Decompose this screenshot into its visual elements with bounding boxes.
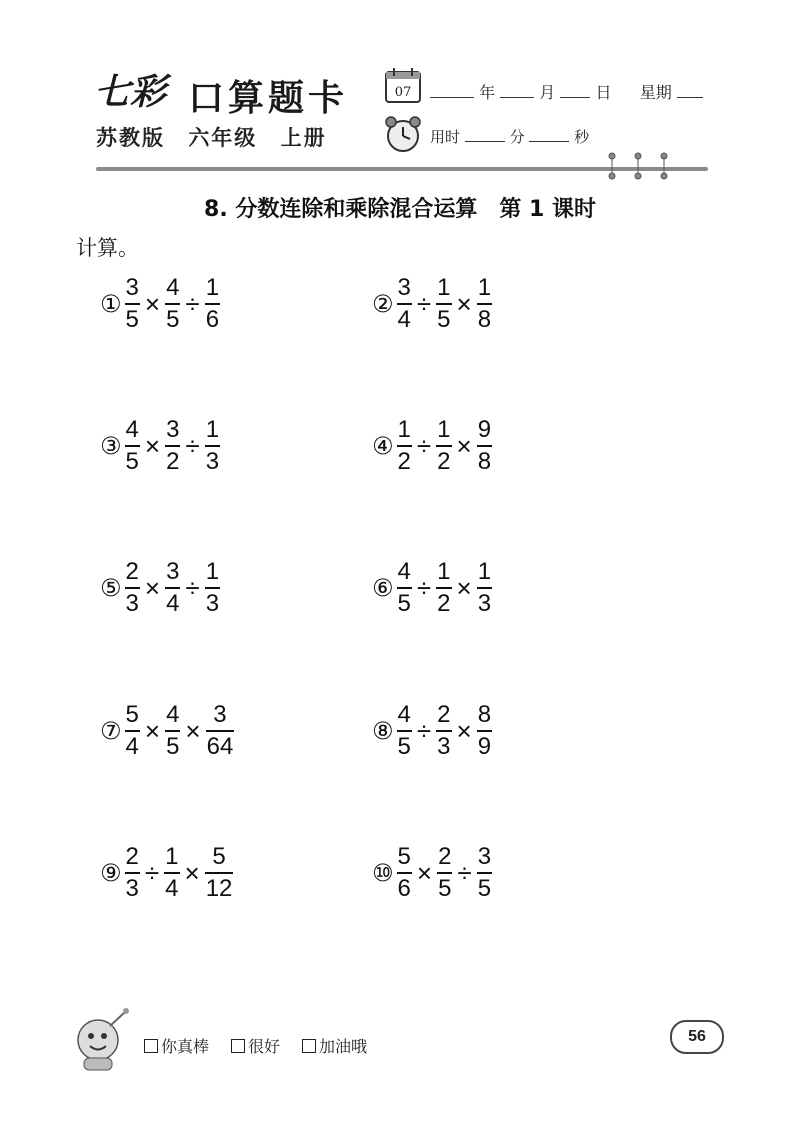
- numerator: 4: [397, 558, 411, 585]
- operator: ×: [144, 715, 161, 746]
- fraction: [397, 703, 412, 759]
- fraction: [165, 560, 180, 616]
- fraction-bar: [165, 730, 180, 732]
- denominator: 5: [397, 590, 411, 617]
- fraction-bar: [477, 730, 492, 732]
- fraction-bar: [477, 445, 492, 447]
- fraction: [205, 276, 220, 332]
- numerator: 3: [477, 843, 492, 870]
- edition-info: [96, 122, 341, 152]
- problem-number: ⑧: [372, 717, 394, 745]
- operator: ÷: [416, 572, 432, 603]
- fraction: [165, 703, 180, 759]
- numerator: 1: [205, 416, 220, 443]
- page-number: 56: [670, 1020, 724, 1054]
- denominator: 5: [125, 306, 139, 333]
- denominator: 9: [477, 733, 492, 760]
- checkbox-icon: [302, 1039, 316, 1053]
- fraction-bar: [477, 587, 492, 589]
- operator: ÷: [416, 715, 432, 746]
- numerator: 5: [125, 701, 139, 728]
- month-label: 月: [539, 83, 556, 102]
- numerator: 3: [397, 274, 411, 301]
- fraction: [125, 703, 140, 759]
- problem-number: ④: [372, 432, 394, 460]
- fraction: [436, 703, 451, 759]
- numerator: 4: [166, 701, 180, 728]
- day-label: 日: [595, 83, 612, 102]
- denominator: 2: [166, 448, 180, 475]
- fraction-bar: [477, 872, 492, 874]
- denominator: 8: [477, 448, 492, 475]
- fraction: [477, 845, 492, 901]
- fraction-bar: [436, 303, 451, 305]
- problem-4: [372, 418, 493, 474]
- fraction: [125, 845, 140, 901]
- denominator: 5: [438, 875, 452, 902]
- problem-9: [100, 845, 234, 901]
- denominator: 5: [437, 306, 451, 333]
- fraction: [397, 845, 412, 901]
- fraction: [125, 418, 140, 474]
- denominator: 5: [166, 733, 180, 760]
- fraction: [206, 703, 235, 759]
- checkbox-icon: [144, 1039, 158, 1053]
- time-fill-line: [430, 126, 589, 147]
- fraction-bar: [165, 303, 180, 305]
- alarm-clock-icon: [382, 114, 424, 154]
- operator: ×: [456, 572, 472, 603]
- fraction: [205, 418, 220, 474]
- denominator: 2: [437, 448, 451, 475]
- fraction-bar: [397, 730, 412, 732]
- fraction-bar: [477, 303, 492, 305]
- fraction-bar: [125, 872, 140, 874]
- header-divider: [96, 164, 708, 174]
- fraction: [477, 703, 492, 759]
- numerator: 1: [165, 843, 179, 870]
- problem-1: [100, 276, 221, 332]
- fraction-bar: [125, 730, 140, 732]
- publisher: 苏教版: [96, 126, 165, 150]
- fraction-bar: [125, 303, 140, 305]
- problem-5: [100, 560, 221, 616]
- denominator: 8: [477, 306, 492, 333]
- problem-2: [372, 276, 493, 332]
- denominator: 3: [437, 733, 451, 760]
- fraction: [436, 560, 451, 616]
- numerator: 5: [212, 843, 226, 870]
- fraction-bar: [206, 730, 235, 732]
- fraction-bar: [205, 872, 234, 874]
- numerator: 1: [437, 558, 451, 585]
- rating-option-good[interactable]: 很好: [231, 1034, 280, 1057]
- fraction-bar: [165, 445, 180, 447]
- grade: 六年级: [188, 126, 258, 150]
- fraction: [125, 560, 140, 616]
- fraction: [436, 276, 451, 332]
- numerator: 3: [166, 558, 180, 585]
- operator: ÷: [457, 857, 472, 888]
- operator: ×: [144, 572, 161, 603]
- denominator: 6: [397, 875, 411, 902]
- fraction-bar: [397, 445, 412, 447]
- numerator: 8: [477, 701, 492, 728]
- minutes-label: 分: [509, 128, 525, 146]
- fraction-bar: [397, 303, 412, 305]
- problem-7: [100, 703, 235, 759]
- fraction: [397, 418, 412, 474]
- fraction-bar: [205, 587, 220, 589]
- fraction-bar: [205, 445, 220, 447]
- denominator: 5: [397, 733, 411, 760]
- numerator: 9: [477, 416, 492, 443]
- fraction-bar: [125, 445, 140, 447]
- seconds-label: 秒: [574, 128, 590, 146]
- problem-8: [372, 703, 493, 759]
- numerator: 2: [437, 701, 451, 728]
- numerator: 4: [397, 701, 411, 728]
- brand-title: 口算题卡: [188, 78, 349, 119]
- rating-option-keep-going[interactable]: 加油哦: [302, 1034, 367, 1057]
- numerator: 2: [125, 843, 139, 870]
- numerator: 1: [477, 558, 492, 585]
- denominator: 3: [205, 448, 220, 475]
- numerator: 5: [397, 843, 411, 870]
- weekday-label: 星期: [639, 83, 672, 102]
- numerator: 1: [397, 416, 411, 443]
- operator: ×: [144, 288, 161, 319]
- problem-number: ⑩: [372, 859, 394, 887]
- problem-6: [372, 560, 493, 616]
- denominator: 5: [166, 306, 180, 333]
- numerator: 1: [437, 416, 451, 443]
- fraction-bar: [436, 445, 451, 447]
- fraction: [477, 560, 492, 616]
- operator: ×: [185, 715, 201, 746]
- numerator: 1: [477, 274, 492, 301]
- denominator: 3: [125, 875, 139, 902]
- fraction: [205, 560, 220, 616]
- denominator: 64: [206, 733, 234, 760]
- fraction-bar: [397, 872, 412, 874]
- numerator: 2: [125, 558, 139, 585]
- operator: ÷: [185, 430, 200, 461]
- numerator: 3: [166, 416, 180, 443]
- rating-option-great[interactable]: 你真棒: [144, 1034, 209, 1057]
- fraction: [165, 276, 180, 332]
- brand-logo: [92, 68, 182, 112]
- svg-text:七彩: 七彩: [94, 71, 167, 112]
- fraction: [125, 276, 140, 332]
- fraction: [436, 418, 451, 474]
- denominator: 4: [125, 733, 139, 760]
- denominator: 4: [166, 590, 180, 617]
- self-rating: [144, 1034, 367, 1057]
- fraction: [397, 276, 412, 332]
- fraction-bar: [205, 303, 220, 305]
- problem-number: ①: [100, 290, 122, 318]
- fraction-bar: [165, 587, 180, 589]
- problem-number: ⑨: [100, 859, 122, 887]
- numerator: 1: [205, 558, 220, 585]
- fraction-bar: [125, 587, 140, 589]
- lesson-title: 8. 分数连除和乘除混合运算 第 1 课时: [204, 197, 596, 222]
- denominator: 2: [397, 448, 411, 475]
- denominator: 6: [205, 306, 220, 333]
- denominator: 3: [125, 590, 139, 617]
- operator: ÷: [416, 288, 432, 319]
- problem-number: ⑥: [372, 574, 394, 602]
- problem-number: ⑤: [100, 574, 122, 602]
- numerator: 4: [125, 416, 139, 443]
- time-used-label: 用时: [430, 128, 461, 146]
- volume: 上册: [280, 126, 327, 150]
- operator: ×: [416, 857, 433, 888]
- fraction-bar: [164, 872, 179, 874]
- instruction: 计算。: [76, 236, 139, 260]
- denominator: 2: [437, 590, 451, 617]
- denominator: 5: [125, 448, 139, 475]
- fraction: [437, 845, 452, 901]
- denominator: 3: [205, 590, 220, 617]
- fraction-bar: [397, 587, 412, 589]
- denominator: 4: [397, 306, 411, 333]
- operator: ÷: [185, 572, 200, 603]
- checkbox-icon: [231, 1039, 245, 1053]
- year-label: 年: [479, 83, 496, 102]
- svg-text:07: 07: [394, 85, 412, 100]
- numerator: 1: [205, 274, 220, 301]
- operator: ×: [456, 288, 472, 319]
- denominator: 5: [477, 875, 492, 902]
- date-fill-line: [430, 80, 703, 103]
- problem-3: [100, 418, 221, 474]
- mascot-illustration: [70, 1006, 132, 1072]
- numerator: 1: [437, 274, 451, 301]
- numerator: 3: [213, 701, 227, 728]
- numerator: 2: [438, 843, 452, 870]
- fraction-bar: [436, 587, 451, 589]
- problem-number: ③: [100, 432, 122, 460]
- fraction: [164, 845, 179, 901]
- fraction: [477, 276, 492, 332]
- operator: ÷: [416, 430, 432, 461]
- fraction: [205, 845, 234, 901]
- fraction-bar: [436, 730, 451, 732]
- fraction-bar: [437, 872, 452, 874]
- operator: ×: [144, 430, 161, 461]
- numerator: 4: [166, 274, 180, 301]
- problem-number: ⑦: [100, 717, 122, 745]
- fraction: [165, 418, 180, 474]
- problem-10: [372, 845, 493, 901]
- denominator: 12: [205, 875, 233, 902]
- operator: ÷: [144, 857, 160, 888]
- operator: ×: [456, 715, 472, 746]
- problem-number: ②: [372, 290, 394, 318]
- operator: ×: [184, 857, 200, 888]
- calendar-icon: [384, 66, 422, 104]
- denominator: 3: [477, 590, 492, 617]
- fraction: [477, 418, 492, 474]
- denominator: 4: [165, 875, 179, 902]
- operator: ×: [456, 430, 472, 461]
- fraction: [397, 560, 412, 616]
- numerator: 3: [125, 274, 139, 301]
- operator: ÷: [185, 288, 200, 319]
